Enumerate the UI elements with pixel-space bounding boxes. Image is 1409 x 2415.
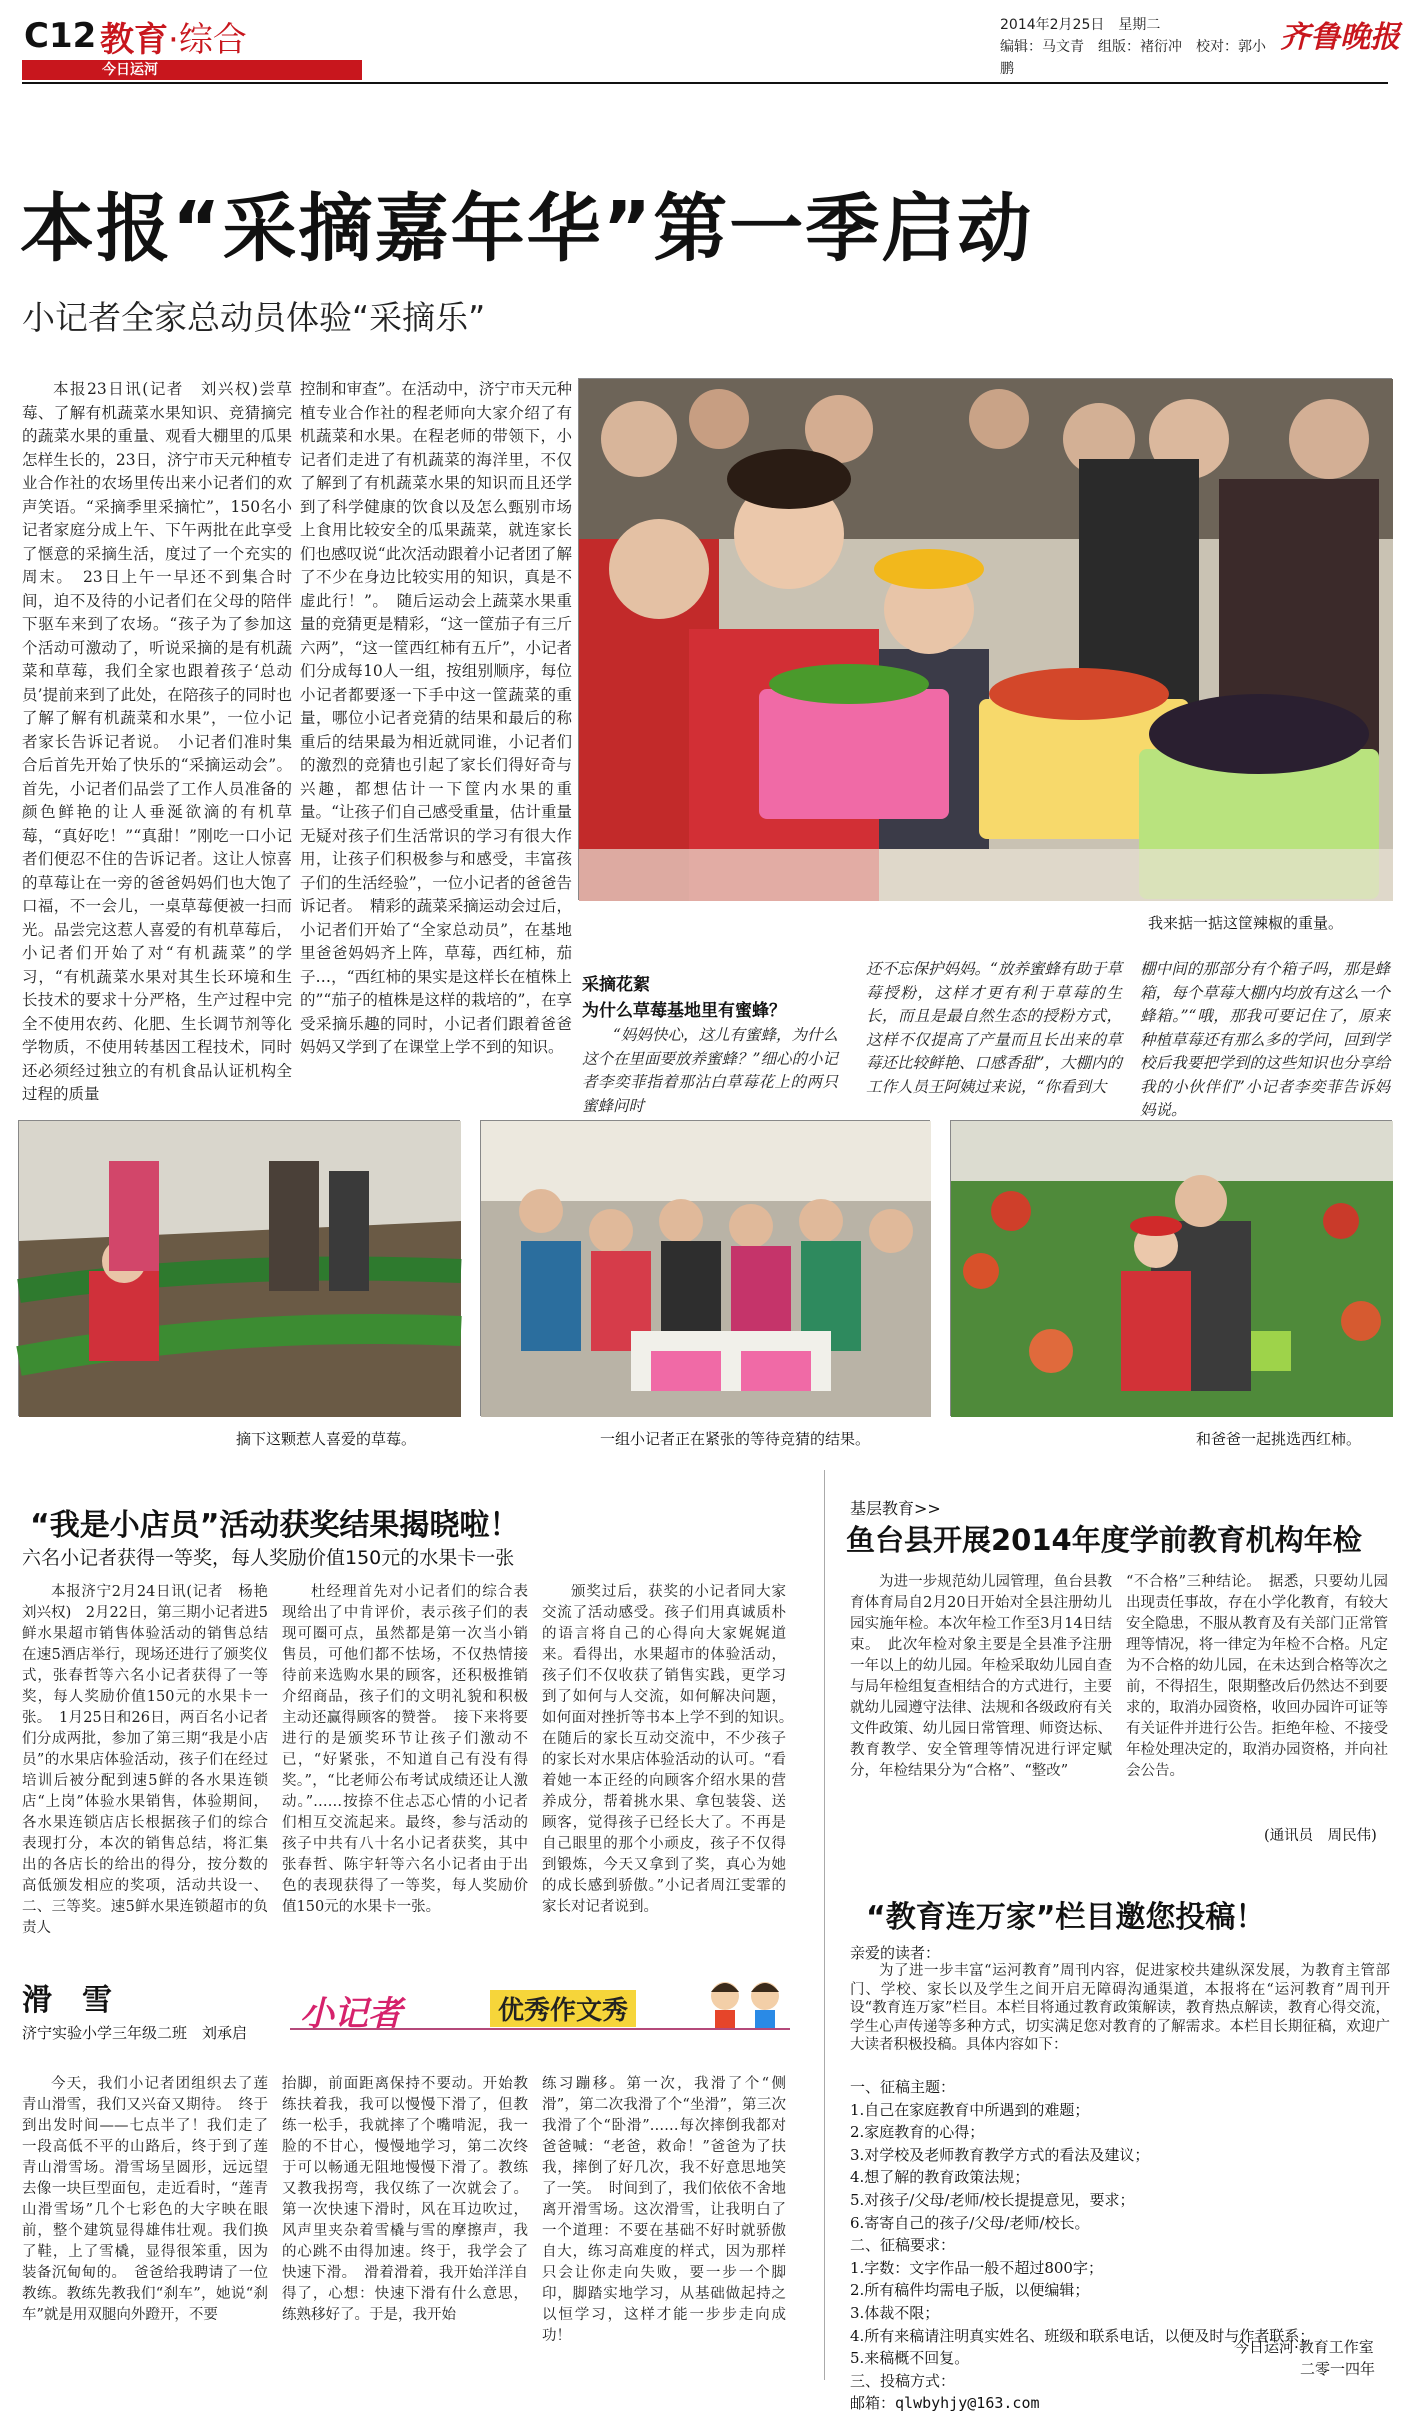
- section-main: 教育: [100, 20, 168, 60]
- ski-banner-kids: [700, 1974, 790, 2030]
- header-proof: 校对：郭小鹏: [1000, 39, 1266, 77]
- contrib-title: “教育连万家”栏目邀您投稿！: [866, 1900, 1266, 1935]
- kinder-column-1: [850, 1572, 1112, 1846]
- ski-column-2-text: 抬脚，前面距离保持不要动。开始教练扶着我，我可以慢慢下滑了，但教练一松手，我就摔了个嘴啃泥，我一脸的不甘心，慢慢地学习，第二次终于可以畅通无阻地慢慢下滑了。教练又教我拐弯，我仅练了一次就会了。第一次快速下滑时，风在耳边吹过，风声里夹杂着雪橇与雪的摩擦声，我的心跳不由得加速。终于，我学会了快速下滑。 滑着滑着，我开始洋洋自得了，心想：快速下滑有什么意思，练熟移好了。于是，我开始: [282, 2076, 528, 2323]
- shop-column-2-text: 杜经理首先对小记者们的综合表现给出了中肯评价，表示孩子们的表现可圈可点，虽然都是第一次当小销售员，可他们都不怯场，不仅热情接待前来选购水果的顾客，还积极推销介绍商品，孩子们的文明礼貌和积极主动还赢得顾客的赞誉。 接下来将要进行的是颁奖环节让孩子们激动不已，“好紧张，不知道自己有没有得奖。”，“比老师公布考试成绩还让人激动。”……按捺不住忐忑心情的小记者们相互交流起来。最终，参与活动的孩子中共有八十名小记者获奖，其中张春哲、陈宇轩等六名小记者由于出色的表现获得了一等奖，每人奖励价值150元的水果卡一张。: [282, 1584, 528, 1915]
- header-subhead: 今日运河: [102, 62, 158, 78]
- section-dot: ·: [168, 20, 179, 60]
- flower-title-1: 采摘花絮: [582, 975, 650, 995]
- contrib-list-item: 4.想了解的教育政策法规；: [850, 2168, 1030, 2187]
- header-designer: 组版：褚衍冲: [1098, 39, 1182, 55]
- contrib-intro-text: 为了进一步丰富“运河教育”周刊内容，促进家校共建纵深发展，为教育主管部门、学校、家长以及学生之间开启无障碍沟通渠道，本报将在“运河教育”周刊开设“教育连万家”栏目。本栏目将通过教育政策解读，教育热点解读，教育心得交流，学生心声传递等多种方式，切实满足您对教育的了解需求。本栏目长期征稿，欢迎广大读者积极投稿。具体内容如下：: [850, 1963, 1390, 2053]
- photo-tomato-caption: 和爸爸一起挑选西红柿。: [1196, 1430, 1362, 1448]
- lead-column-2-text: 控制和审查”。在活动中，济宁市天元种植专业合作社的程老师向大家介绍了有机蔬菜和水果。在程老师的带领下，小记者们走进了有机蔬菜的海洋里，不仅了解到了有机蔬菜水果的知识而且还学到了科学健康的饮食以及怎么甄别市场上食用比较安全的瓜果蔬菜，就连家长们也感叹说“此次活动跟着小记者团了解了不少在身边比较实用的知识，真是不虚此行！”。 随后运动会上蔬菜水果重量的竞猜更是精彩，“这一筐茄子有三斤六两”，“这一筐西红柿有五斤”，小记者们分成每10人一组，按组别顺序，每位小记者都要逐一下手中这一筐蔬菜的重量，哪位小记者竞猜的结果和最后的称重后的结果最为相近就同谁，小记者们的激烈的竞猜也引起了家长们得好奇与兴趣，都想估计一下筐内水果的重量。“让孩子们自己感受重量，估计重量无疑对孩子们生活常识的学习有很大作用，让孩子们积极参与和感受，丰富孩子们的生活经验”，一位小记者的爸爸告诉记者。 精彩的蔬菜采摘运动会过后，小记者们开始了“全家总动员”，在基地里爸爸妈妈齐上阵，草莓，西红柿，茄子…，“西红柿的果实是这样长在植株上的”“茄子的植株是这样的栽培的”，在享受采摘乐趣的同时，小记者们跟着爸爸妈妈又学到了在课堂上学不到的知识。: [300, 380, 572, 1056]
- contrib-list-item: 二、征稿要求：: [850, 2236, 956, 2255]
- lead-column-1: [22, 378, 292, 1103]
- page-header: [0, 0, 1409, 84]
- ski-column-1: [22, 2074, 268, 2386]
- flower-column-2-text: 还不忘保护妈妈。“放养蜜蜂有助于草莓授粉，这样才更有利于草莓的生长，而且是最自然生态的授粉方式，这样不仅提高了产量而且长出来的草莓还比较鲜艳、口感香甜”，大棚内的工作人员王阿姨过来说，“你看到大: [866, 960, 1122, 1096]
- lead-column-2: [300, 378, 572, 1096]
- lead-column-1-text: 本报23日讯(记者 刘兴权)尝草莓、了解有机蔬菜水果知识、竞猜摘完的蔬菜水果的重量、观看大棚里的瓜果怎样生长的，23日，济宁市天元种植专业合作社的农场里传出来小记者们的欢声笑语。“采摘季里采摘忙”，150名小记者家庭分成上午、下午两批在此享受了惬意的采摘生活，度过了一个充实的周末。 23日上午一早还不到集合时间，迫不及待的小记者们在父母的陪伴下驱车来到了农场。“孩子为了参加这个活动可激动了，听说采摘的是有机蔬菜和草莓，我们全家也跟着孩子‘总动员’提前来到了此处，在陪孩子的同时也了解了解有机蔬菜和水果”，一位小记者家长告诉记者说。 小记者们准时集合后首先开始了快乐的“采摘运动会”。首先，小记者们品尝了工作人员准备的颜色鲜艳的让人垂涎欲滴的有机草莓，“真好吃！”“真甜！”刚吃一口小记者们便忍不住的告诉记者。这让人惊喜的草莓让在一旁的爸爸妈妈们也大饱了口福，不一会儿，一桌草莓便被一扫而光。品尝完这惹人喜爱的有机草莓后，小记者们开始了对“有机蔬菜”的学习，“有机蔬菜水果对其生长环境和生长技术的要求十分严格，生产过程中完全不使用农药、化肥、生长调节剂等化学物质，不使用转基因工程技术，同时还必须经过独立的有机食品认证机构全过程的质量: [22, 380, 292, 1103]
- flower-column-1-text: “妈妈快心，这儿有蜜蜂，为什么这个在里面要放养蜜蜂？”细心的小记者李奕菲指着那沾白草莓花上的两只蜜蜂问时: [582, 1026, 838, 1115]
- header-meta: [1000, 14, 1270, 80]
- photo-group-waiting: [480, 1120, 930, 1416]
- section-title: [100, 12, 247, 61]
- ski-banner-b: 优秀作文秀: [490, 1990, 636, 2027]
- ski-banner: [290, 1982, 790, 2034]
- contrib-intro: [850, 1962, 1390, 2074]
- photo-group-caption: 一组小记者正在紧张的等待竞猜的结果。: [600, 1430, 871, 1448]
- contrib-list-item: 2.家庭教育的心得；: [850, 2123, 985, 2142]
- kinder-byline: (通讯员 周民伟): [1264, 1828, 1377, 1844]
- contrib-list-item: 1.字数：文字作品一般不超过800字；: [850, 2258, 1103, 2277]
- contrib-list-item: 3.体裁不限；: [850, 2303, 940, 2322]
- contrib-email-label: 邮箱：: [850, 2394, 896, 2413]
- flower-column-3-text: 棚中间的那部分有个箱子吗，那是蜂箱，每个草莓大棚内均放有这么一个蜂箱。”“哦，那我可要记住了，原来种植草莓还有那么多的学问，回到学校后我要把学到的这些知识也分享给我的小伙伴们”小记者李奕菲告诉妈妈说。: [1140, 960, 1390, 1119]
- section-sub: 综合: [178, 20, 247, 60]
- shop-column-1-text: 本报济宁2月24日讯(记者 杨艳 刘兴权) 2月22日，第三期小记者进5鲜水果超市销售体验活动的销售总结在速5酒店举行，现场还进行了颁奖仪式，张春哲等六名小记者获得了一等奖，每人奖励价值150元的水果卡一张。 1月25日和26日，两百名小记者们分成两批，参加了第三期“我是小店员”的水果店体验活动，孩子们在经过培训后被分配到速5鲜的各水果连锁店“上岗”体验水果销售，体验期间，各水果连锁店店长根据孩子们的综合表现打分，本次的销售总结，将汇集出的各店长的给出的得分，按分数的高低颁发相应的奖项，活动共设一、二、三等奖。速5鲜水果连锁超市的负责人: [22, 1584, 283, 1936]
- photo-strawberry-caption: 摘下这颗惹人喜爱的草莓。: [236, 1430, 417, 1448]
- ski-column-2: [282, 2074, 528, 2386]
- lead-subtitle: 小记者全家总动员体验“采摘乐”: [22, 298, 486, 337]
- contrib-email[interactable]: qlwbyhjy@163.com: [895, 2394, 1040, 2413]
- ski-banner-a: 小记者: [300, 1994, 402, 2034]
- kinder-column-1-text: 为进一步规范幼儿园管理，鱼台县教育体育局自2月20日开始对全县注册幼儿园实施年检。本次年检工作至3月14日结束。 此次年检对象主要是全县准予注册一年以上的幼儿园。年检采取幼儿园自查与局年检组复查相结合的方式进行，主要就幼儿园遵守法律、法规和各级政府有关文件政策、幼儿园日常管理、师资达标、教育教学、安全管理等情况进行评定赋分，年检结果分为“合格”、“整改”: [850, 1574, 1112, 1779]
- contrib-list-item: 一、征稿主题：: [850, 2078, 956, 2096]
- flower-column-1: [582, 1024, 838, 1115]
- kinder-column-2-text: “不合格”三种结论。 据悉，只要幼儿园出现责任事故，存在小学化教育，有较大安全隐患，不服从教育及有关部门正常管理等情况，将一律定为年检不合格。凡定为不合格的幼儿园，在未达到合格等次之前，不得招生，限期整改后仍然达不到要求的，取消办园资格，收回办园许可证等有关证件并进行公告。拒绝年检、不接受年检处理决定的，取消办园资格，并向社会公告。: [1126, 1574, 1388, 1779]
- contrib-list-item: 2.所有稿件均需电子版，以便编辑；: [850, 2281, 1090, 2300]
- contrib-greeting: 亲爱的读者：: [850, 1944, 941, 1962]
- kinder-tag: 基层教育>>: [850, 1499, 941, 1518]
- contrib-list-item: 三、投稿方式：: [850, 2371, 956, 2390]
- shop-column-1: [22, 1582, 283, 1944]
- shop-title: “我是小店员”活动获奖结果揭晓啦！: [30, 1508, 520, 1543]
- lead-photo-children-vegetables: [578, 378, 1392, 900]
- flower-column-2: [866, 958, 1122, 1096]
- photo-strawberry-picking: [18, 1120, 460, 1416]
- header-subbar: [22, 60, 362, 80]
- flower-title-2: 为什么草莓基地里有蜜蜂？: [582, 1001, 786, 1021]
- header-editor: 编辑：马文青: [1000, 39, 1084, 55]
- contrib-list-item: 6.寄寄自己的孩子/父母/老师/校长。: [850, 2213, 1090, 2232]
- ski-title: 滑 雪: [22, 1983, 112, 2018]
- contrib-sign-2: 二零一四年: [1300, 2360, 1376, 2378]
- kinder-column-2: [1126, 1572, 1388, 1822]
- header-rule: [22, 82, 1388, 84]
- shop-column-2: [282, 1582, 528, 1944]
- shop-column-3: [542, 1582, 801, 1944]
- shop-column-3-text: 颁奖过后，获奖的小记者同大家交流了活动感受。孩子们用真诚质朴的语言将自己的心得向大家娓娓道来。看得出，水果超市的体验活动，孩子们不仅收获了销售实践，更学习到了如何与人交流，如何解决问题，如何面对挫折等书本上学不到的知识。 在随后的家长互动交流中，不少孩子的家长对水果店体验活动的认可。“看着她一本正经的向顾客介绍水果的营养成分，帮着挑水果、拿包装袋、送顾客，觉得孩子已经长大了。不再是自己眼里的那个小顽皮，孩子不仅得到锻炼，今天又拿到了奖，真心为她的成长感到骄傲。”小记者周江雯霏的家长对记者说到。: [542, 1584, 801, 1915]
- masthead-logo: 齐鲁晚报: [1280, 20, 1400, 55]
- ski-column-1-text: 今天，我们小记者团组织去了莲青山滑雪，我们又兴奋又期待。 终于到出发时间——七点半了！我们走了一段高低不平的山路后，终于到了莲青山滑雪场。滑雪场呈圆形，远远望去像一块巨型面包，走近看时，“莲青山滑雪场”几个七彩色的大字映在眼前，整个建筑显得雄伟壮观。我们换了鞋，上了雪橇，显得很笨重，因为装备沉甸甸的。 爸爸给我聘请了一位教练。教练先教我们“刹车”，她说“刹车”就是用双腿向外蹬开，不要: [22, 2076, 268, 2323]
- shop-subtitle: 六名小记者获得一等奖，每人奖励价值150元的水果卡一张: [22, 1547, 515, 1569]
- lead-photo-caption: 我来掂一掂这筐辣椒的重量。: [1148, 914, 1344, 932]
- ski-column-3: [542, 2074, 786, 2386]
- ski-column-3-text: 练习蹦移。第一次，我滑了个“侧滑”，第二次我滑了个“坐滑”，第三次我滑了个“卧滑”……每次摔倒我都对爸爸喊：“老爸，救命！”爸爸为了扶我，摔倒了好几次，我不好意思地笑了一笑。 时间到了，我们依依不舍地离开滑雪场。这次滑雪，让我明白了一个道理：不要在基础不好时就骄傲自大，练习高难度的样式，因为那样只会让你走向失败，要一步一个脚印，脚踏实地学习，从基础做起持之以恒学习，这样才能一步步走向成功！: [542, 2076, 786, 2344]
- contrib-list-item: 5.对孩子/父母/老师/校长提提意见，要求；: [850, 2190, 1135, 2209]
- photo-tomato-picking: [950, 1120, 1392, 1416]
- contrib-list-item: 3.对学校及老师教育教学方式的看法及建议；: [850, 2145, 1150, 2164]
- contrib-sign-1: 今日运河·教育工作室: [1234, 2338, 1374, 2356]
- flower-column-3: [1140, 958, 1390, 1119]
- contrib-list-item: 4.所有来稿请注明真实姓名、班级和联系电话，以便及时与作者联系；: [850, 2326, 1315, 2345]
- column-divider: [824, 1470, 825, 2380]
- page-code: C12: [24, 16, 97, 56]
- lead-title: 本报“采摘嘉年华”第一季启动: [20, 186, 1034, 272]
- header-date: 2014年2月25日: [1000, 17, 1105, 33]
- kinder-title: 鱼台县开展2014年度学前教育机构年检: [846, 1523, 1362, 1557]
- ski-author: 济宁实验小学三年级二班 刘承启: [22, 2024, 248, 2042]
- header-weekday: 星期二: [1118, 17, 1161, 33]
- contrib-list-item: 1.自己在家庭教育中所遇到的难题；: [850, 2100, 1090, 2119]
- contrib-list-item: 5.来稿概不回复。: [850, 2349, 970, 2368]
